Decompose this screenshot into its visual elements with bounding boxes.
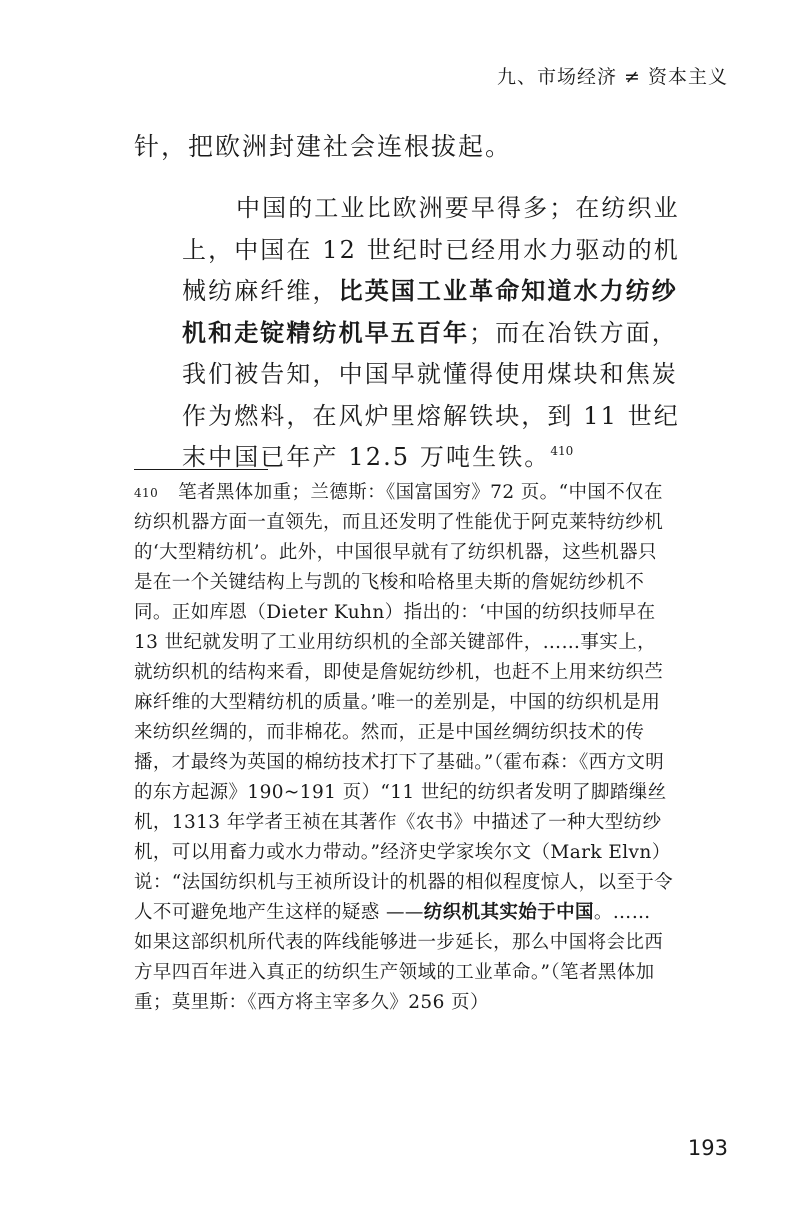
footnote-bold-text: 纺织机其实始于中国: [423, 902, 594, 923]
quote-text-1: 中国的工业比欧洲要早得多；在纺织业上，中国在 12 世纪时已经用水力驱动的机械纺麻纤维，: [182, 194, 680, 305]
quote-text-2: ；而在冶铁方面，我们被告知，中国早就懂得使用煤块和焦炭作为燃料，在风炉里熔解铁块，到 11 世纪末中国已年产 12.5 万吨生铁。: [182, 318, 680, 471]
running-head: 九、市场经济 ≠ 资本主义: [497, 66, 728, 88]
footnote-divider: [134, 469, 268, 470]
body-text: 针，把欧洲封建社会连根拔起。: [134, 132, 513, 161]
page-number: 193: [687, 1136, 728, 1160]
block-quote: [182, 188, 702, 479]
footnote-text-1: 笔者黑体加重；兰德斯：《国富国穷》72 页。“中国不仅在纺织机器方面一直领先，而且还发明了性能优于阿克莱特纺纱机的‘大型精纺机’。此外，中国很早就有了纺织机器，这些机器只是在一个关键结构上与凯的飞梭和哈格里夫斯的詹妮纺纱机不同。正如库恩（Dieter Kuhn）指出的：‘中国的纺织技师早在 13 世纪就发明了工业用纺织机的全部关键部件，……事实上，就纺织机的结构来看，即使是詹妮纺纱机，也赶不上用来纺织苎麻纤维的大型精纺机的质量。’唯一的差别是，中国的纺织机是用来纺织丝绸的，而非棉花。然而，正是中国丝绸纺织技术的传播，才最终为英国的棉纺技术打下了基础。”（霍布森：《西方文明的东方起源》190~191 页）“11 世纪的纺织者发明了脚踏缫丝机，1313 年学者王祯在其著作《农书》中描述了一种大型纺纱机，可以用畜力或水力带动。”经济史学家埃尔文（Mark Elvn）说：“法国纺织机与王祯所设计的机器的相似程度惊人，以至于令人不可避免地产生这样的疑惑 ——: [134, 482, 674, 923]
footnote-reference[interactable]: 410: [550, 444, 574, 458]
footnote: [134, 478, 674, 1018]
footnote-text-2: 。…… 如果这部织机所代表的阵线能够进一步延长，那么中国将会比西方早四百年进入真正的纺织生产领域的工业革命。”（笔者黑体加重；莫里斯：《西方将主宰多久》256 页）: [134, 902, 664, 1013]
footnote-number: 410: [134, 486, 159, 500]
quote-bold-text: 比英国工业革命知道水力纺纱机和走锭精纺机早五百年: [182, 277, 678, 347]
